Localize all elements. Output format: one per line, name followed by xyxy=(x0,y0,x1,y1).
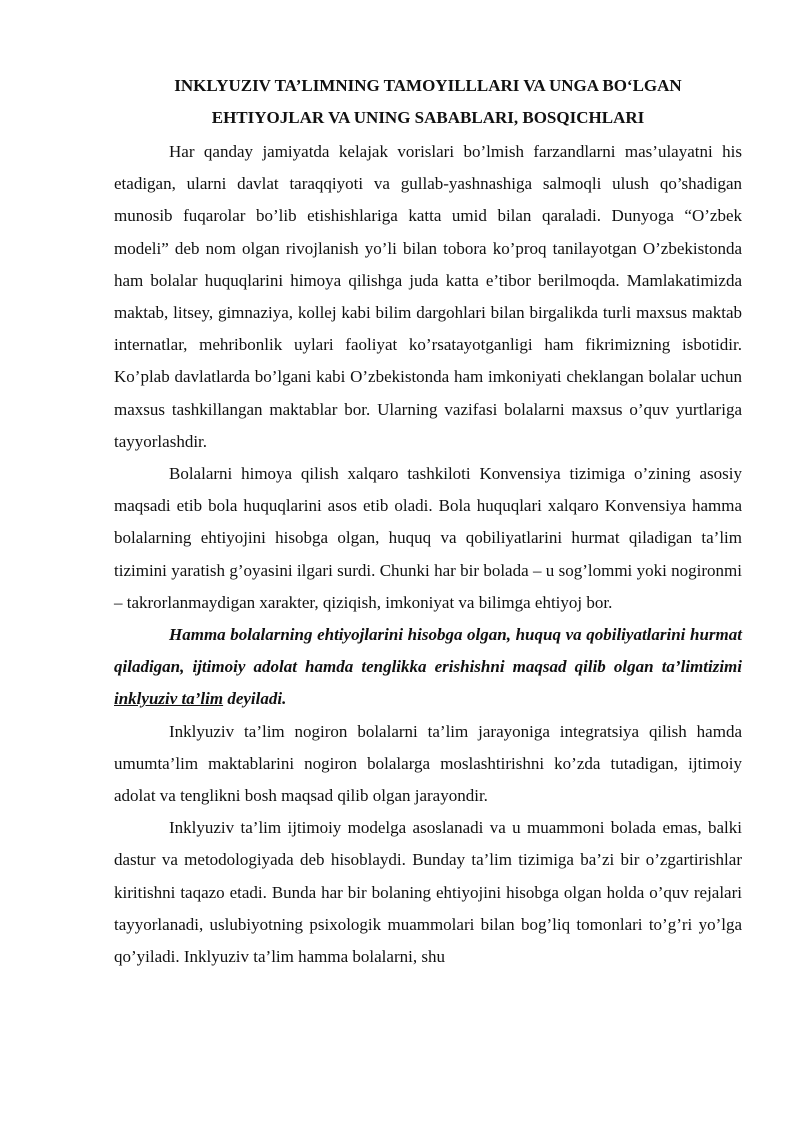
definition-paragraph xyxy=(114,619,742,716)
paragraph-2: Bolalarni himoya qilish xalqaro tashkiloti Konvensiya tizimiga o’zining asosiy maqsadi etib bola huquqlarini asos etib oladi. Bola huquqlari xalqaro Konvensiya hamma bolalarning ehtiyojini hisobga olgan, huquq va qobiliyatlarini hurmat qiladigan ta’lim tizimini yaratish g’oyasini ilgari surdi. Chunki har bir bolada – u sog’lommi yoki nogironmi – takrorlanmaydigan xarakter, qiziqish, imkoniyat va bilimga ehtiyoj bor. xyxy=(114,464,742,612)
definition-term: inklyuziv ta’lim xyxy=(114,689,224,709)
paragraph-1: Har qanday jamiyatda kelajak vorislari bo’lmish farzandlarni mas’ulayatni his etadigan, ularni davlat taraqqiyoti va gullab-yashnashiga salmoqli ulush qo’shadigan munosib fuqarolar bo’lib etishishlariga katta umid bilan qaraladi. Dunyoga “O’zbek modeli” deb nom olgan rivojlanish yo’li bilan tobora ko’proq tanilayotgan O’zbekistonda ham bolalar huquqlarini himoya qilishga juda katta e’tibor berilmoqda. Mamlakatimizda maktab, litsey, gimnaziya, kollej kabi bilim dargohlari bilan birgalikda turli maxsus maktab internatlar, mehribonlik uylari faoliyat ko’rsatayotganligi ham fikrimizning isbotidir. Ko’plab davlatlarda bo’lgani kabi O’zbekistonda ham imkoniyati cheklangan bolalar uchun maxsus tashkillangan maktablar bor. Ularning vazifasi bolalarni maxsus o’quv yurtlariga tayyorlashdir. xyxy=(114,142,742,451)
title-line-1: INKLYUZIV TA’LIMNING TAMOYILLLARI VA UNGA BO‘LGAN xyxy=(174,76,682,95)
paragraph-3: Inklyuziv ta’lim nogiron bolalarni ta’lim jarayoniga integratsiya qilish hamda umumta’lim maktablarini nogiron bolalarga moslashtirishni ko’zda tutadigan, ijtimoiy adolat va tenglikni bosh maqsad qilib olgan jarayondir. xyxy=(114,721,742,806)
document-page xyxy=(114,70,742,973)
title-line-2: EHTIYOJLAR VA UNING SABABLARI, BOSQICHLARI xyxy=(211,108,645,127)
definition-ending: deyiladi. xyxy=(223,689,287,709)
definition-text: Hamma bolalarning ehtiyojlarini hisobga olgan, huquq va qobiliyatlarini hurmat qiladigan, ijtimoiy adolat hamda tenglikka erishishni maqsad qilib olgan ta’limtizimi xyxy=(114,625,742,677)
paragraph-4: Inklyuziv ta’lim ijtimoiy modelga asoslanadi va u muammoni bolada emas, balki dastur va metodologiyada deb hisoblaydi. Bunday ta’lim tizimiga ba’zi bir o’zgartirishlar kiritishni taqazo etadi. Bunda har bir bolaning ehtiyojini hisobga olgan holda o’quv rejalari tayyorlanadi, uslubiyotning psixologik muammolari bilan bog’liq tomonlari to’g’ri yo’lga qo’yiladi. Inklyuziv ta’lim hamma bolalarni, shu xyxy=(114,818,742,967)
document-title xyxy=(114,70,742,134)
